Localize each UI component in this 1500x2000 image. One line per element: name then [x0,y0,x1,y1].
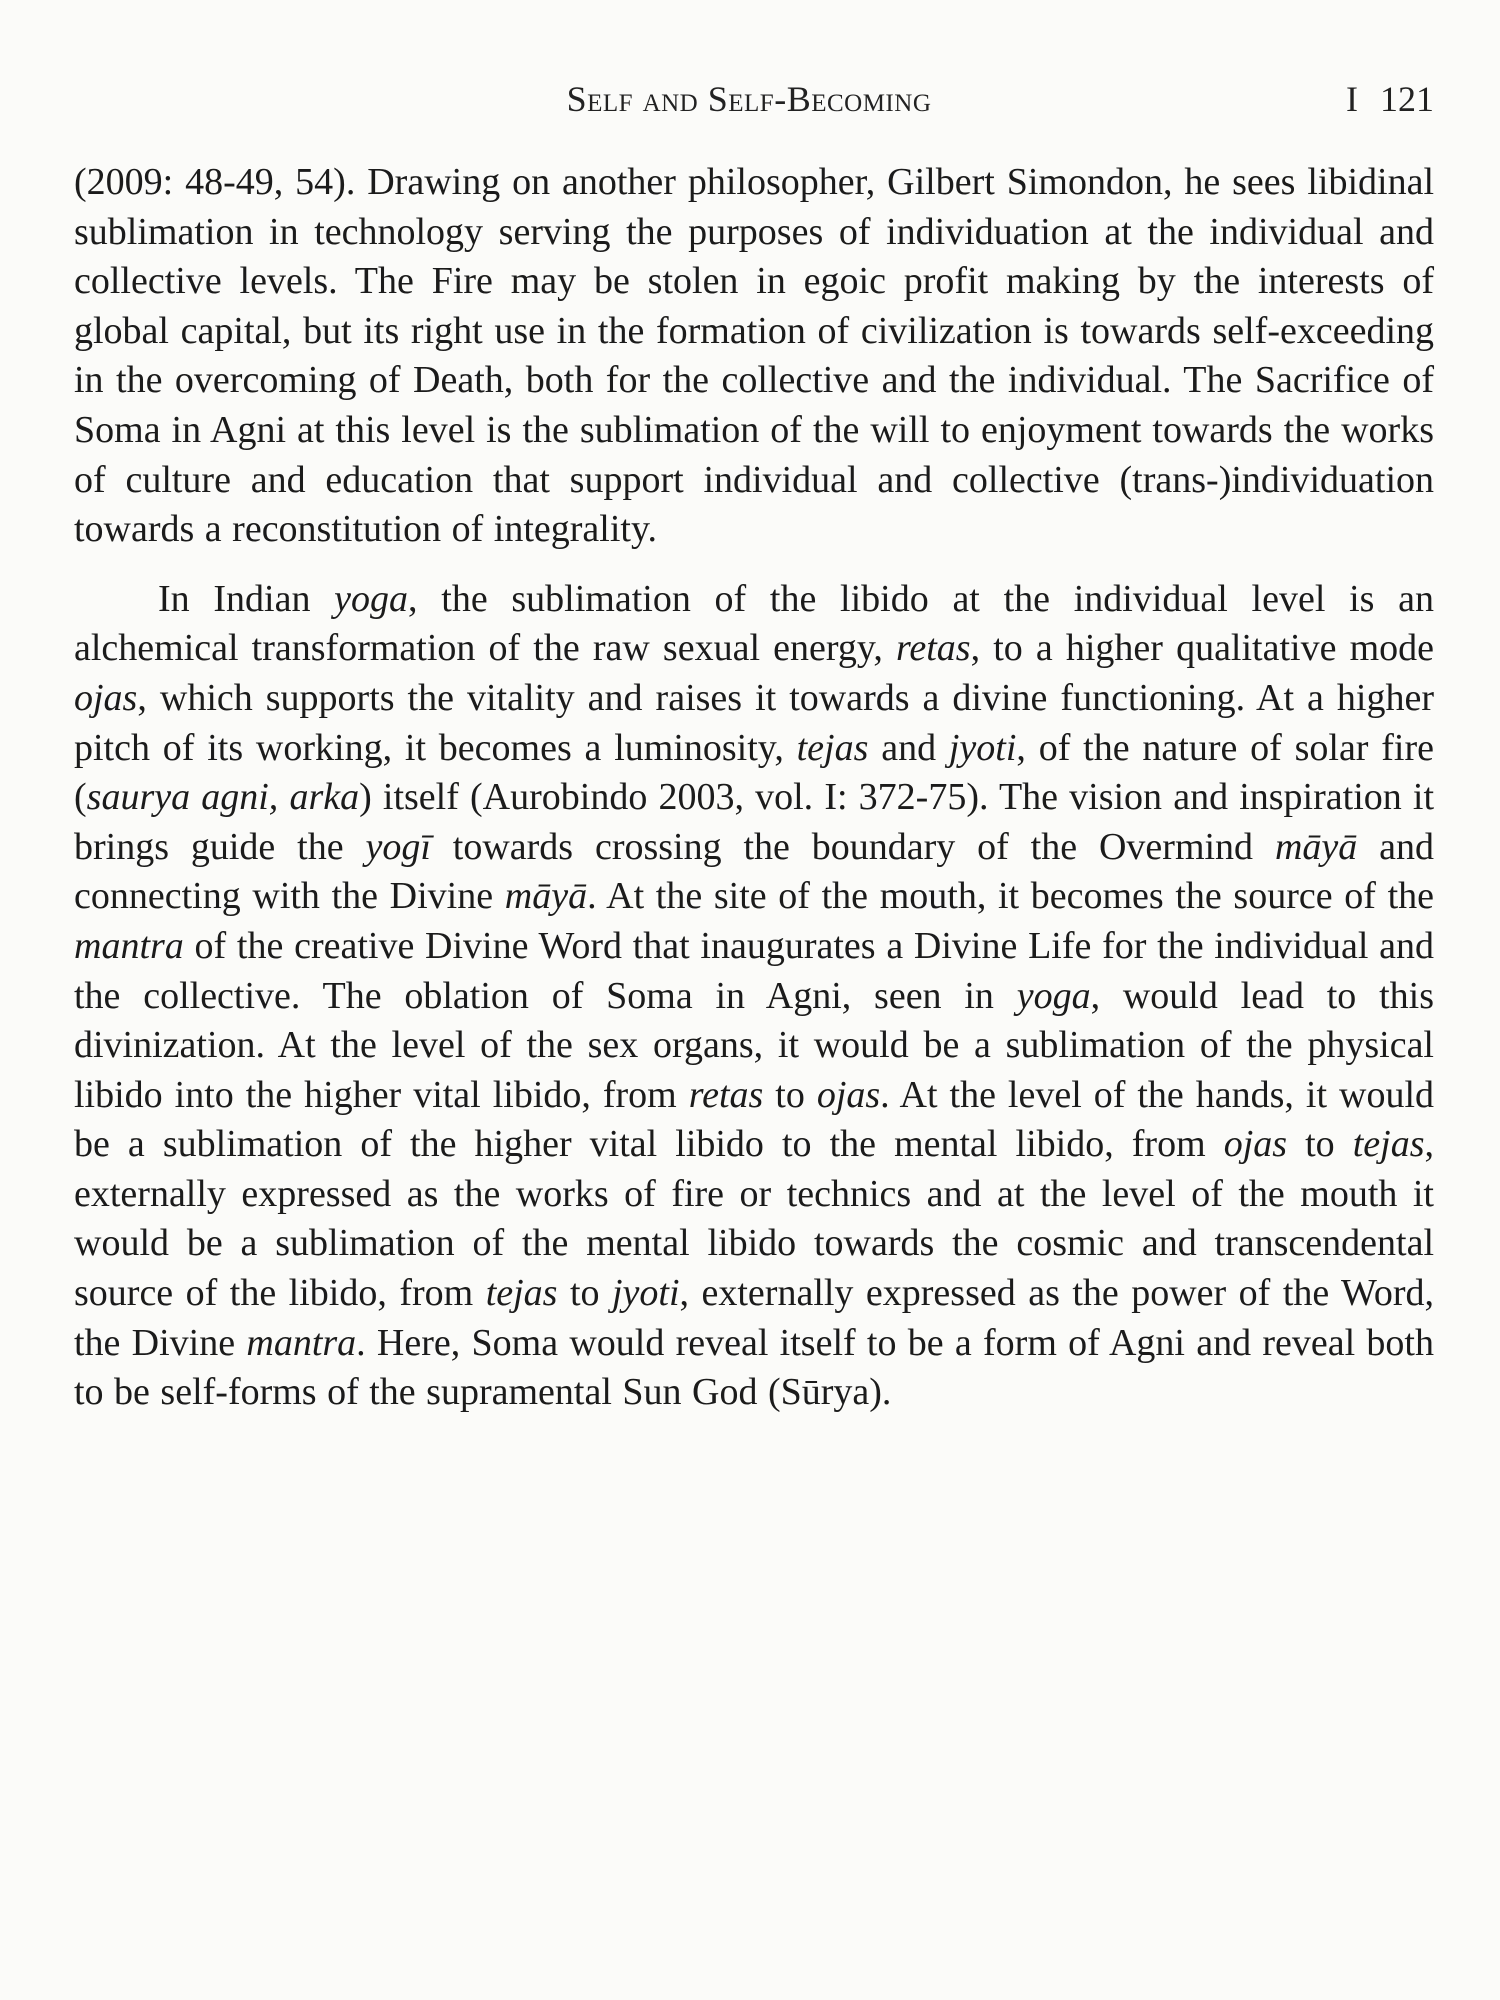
text-run: , to a higher qualitative mode [970,627,1434,670]
running-head [64,78,1434,128]
text-run: (2009: 48-49, 54). Drawing on another philosopher, Gilbert Simondon, he sees libidinal sublimation in technology serving the purposes of individuation at the individual and collective levels. The Fire may be stolen in egoic profit making by the interests of global capital, but its right use in the formation of civilization is towards self-exceeding in the overcoming of Death, both for the collective and the individual. The Sacrifice of Soma in Agni at this level is the sublimation of the will to enjoyment towards the works of culture and education that support individual and collective (trans-)individuation towards a reconstitution of integrality. [74,161,1434,551]
text-run: , would lead to this divinization. At the level of the sex organs, it would be a sublimation of the physical libido into the higher vital libido, from [74,974,1434,1116]
text-run: . At the level of the hands, it would be a sublimation of the higher vital libido to the mental libido, from [74,1073,1434,1166]
paragraph [74,158,1434,555]
text-run: , externally expressed as the works of fire or technics and at the level of the mouth it would be a sublimation of the mental libido towards the cosmic and transcendental source of the libido, from [74,1123,1434,1315]
text-run: , the sublimation of the libido at the individual level is an alchemical transformation of the raw sexual energy, [74,577,1435,670]
italic-term: ojas [74,676,138,719]
page-number: 121 [1380,79,1434,119]
text-run: , which supports the vitality and raises it towards a divine functioning. At a higher pitch of its working, it becomes a luminosity, [74,676,1434,769]
text-run: In Indian [158,577,335,620]
text-run: . At the site of the mouth, it becomes the source of the [587,875,1435,918]
italic-term: ojas [1223,1123,1288,1166]
italic-term: retas [688,1073,764,1116]
text-run: to [763,1073,817,1116]
text-run: of the creative Divine Word that inaugurates a Divine Life for the individual and the collective. The oblation of Soma in Agni, seen in [74,924,1434,1017]
italic-term: ojas [816,1073,881,1116]
italic-term: māyā [1274,825,1358,868]
text-run: and [868,726,949,769]
italic-term: jyoti [948,726,1017,769]
italic-term: yogī [365,825,431,868]
text-run: . Here, Soma would reveal itself to be a form of Agni and reveal both to be self-forms of the supramental Sun God (Sūrya). [74,1321,1434,1414]
italic-term: tejas [485,1272,558,1315]
text-run: to [557,1272,612,1315]
body-text [74,158,1434,1418]
text-run: towards crossing the boundary of the Overmind [430,825,1275,868]
italic-term: retas [895,627,971,670]
text-run: and connecting with the Divine [74,825,1434,918]
italic-term: saurya agni, arka [86,776,360,819]
italic-term: tejas [796,726,869,769]
text-run: , externally expressed as the power of the Word, the Divine [74,1272,1435,1364]
paragraph [74,575,1434,1418]
italic-term: māyā [504,875,588,918]
text-run: , of the nature of solar fire ( [74,726,1434,819]
running-title: Self and Self-Becoming [566,79,932,119]
italic-term: tejas [1352,1123,1425,1166]
italic-term: yoga [334,577,409,620]
folio-separator: I [1346,79,1358,119]
text-run: to [1287,1123,1353,1166]
italic-term: jyoti [611,1272,680,1315]
text-run: ) itself (Aurobindo 2003, vol. I: 372-75). The vision and inspiration it brings guide the [74,776,1435,868]
italic-term: mantra [246,1321,357,1364]
italic-term: yoga [1016,974,1091,1017]
italic-term: mantra [74,924,184,967]
page-folio [1346,78,1434,120]
